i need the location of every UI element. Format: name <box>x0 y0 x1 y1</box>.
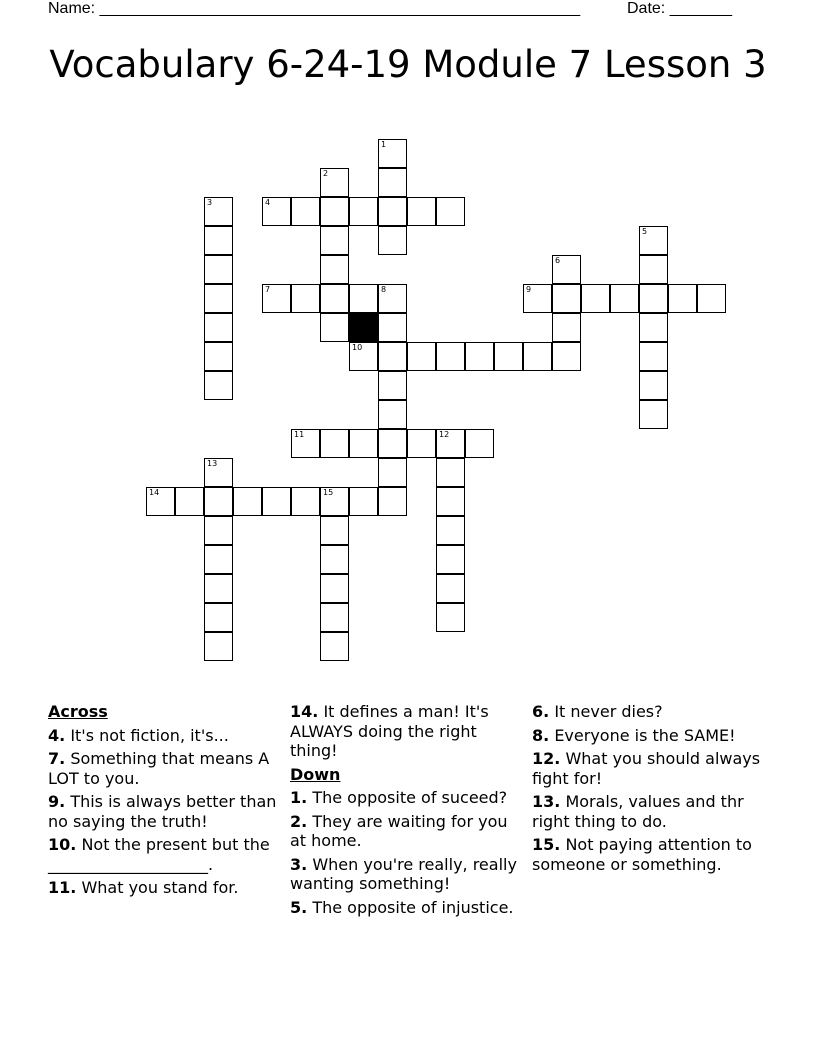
crossword-cell[interactable] <box>204 284 233 313</box>
crossword-cell[interactable] <box>378 342 407 371</box>
clue-number: 3. <box>290 854 308 874</box>
crossword-cell[interactable] <box>262 487 291 516</box>
crossword-cell[interactable] <box>204 342 233 371</box>
crossword-cell[interactable] <box>320 313 349 342</box>
crossword-block <box>349 313 378 342</box>
clue-down-15 <box>532 835 772 874</box>
crossword-cell[interactable] <box>378 284 407 313</box>
clue-text: What you should always fight for! <box>532 749 761 788</box>
clue-number: 12. <box>532 749 561 768</box>
clues-column-1 <box>48 702 278 902</box>
crossword-cell[interactable] <box>320 603 349 632</box>
crossword-cell[interactable] <box>639 313 668 342</box>
clue-across-9 <box>48 792 278 831</box>
clue-text: Something that means A LOT to you. <box>48 749 270 788</box>
crossword-cell[interactable] <box>204 574 233 603</box>
crossword-cell[interactable] <box>378 197 407 226</box>
clue-text: Not paying attention to someone or something. <box>532 835 752 874</box>
crossword-cell[interactable] <box>552 255 581 284</box>
crossword-cell[interactable] <box>407 342 436 371</box>
clue-text: The opposite of suceed? <box>312 788 508 807</box>
crossword-cell[interactable] <box>204 458 233 487</box>
crossword-cell[interactable] <box>291 197 320 226</box>
crossword-cell[interactable] <box>204 226 233 255</box>
clue-down-6 <box>532 702 772 722</box>
crossword-cell[interactable] <box>407 429 436 458</box>
crossword-cell[interactable] <box>320 168 349 197</box>
crossword-cell[interactable] <box>204 371 233 400</box>
crossword-cell[interactable] <box>378 429 407 458</box>
crossword-cell[interactable] <box>320 545 349 574</box>
crossword-cell[interactable] <box>639 284 668 313</box>
crossword-cell[interactable] <box>639 255 668 284</box>
crossword-cell[interactable] <box>378 139 407 168</box>
crossword-cell[interactable] <box>639 400 668 429</box>
clue-number: 13. <box>532 792 561 811</box>
crossword-cell[interactable] <box>465 342 494 371</box>
clue-across-7 <box>48 749 278 788</box>
crossword-cell[interactable] <box>378 226 407 255</box>
crossword-cell[interactable] <box>436 487 465 516</box>
crossword-cell[interactable] <box>378 487 407 516</box>
crossword-cell[interactable] <box>320 226 349 255</box>
crossword-cell[interactable] <box>204 255 233 284</box>
crossword-cell[interactable] <box>204 197 233 226</box>
crossword-cell[interactable] <box>436 574 465 603</box>
crossword-cell[interactable] <box>204 487 233 516</box>
date-field-label: Date: _______ <box>627 0 732 17</box>
clue-down-2 <box>290 812 526 851</box>
clue-text: Not the present but the ____________________. <box>48 835 270 874</box>
crossword-cell[interactable] <box>175 487 204 516</box>
crossword-cell[interactable] <box>378 458 407 487</box>
clue-number: 5. <box>290 897 308 917</box>
crossword-cell[interactable] <box>378 168 407 197</box>
crossword-cell[interactable] <box>262 284 291 313</box>
name-field-label: Name: ______________________________________________________ <box>48 0 581 17</box>
crossword-cell[interactable] <box>639 226 668 255</box>
crossword-cell[interactable] <box>436 342 465 371</box>
crossword-cell[interactable] <box>146 487 175 516</box>
clue-number: 8. <box>532 725 550 745</box>
clue-number: 15. <box>532 835 561 854</box>
clue-down-3 <box>290 855 526 894</box>
crossword-cell[interactable] <box>291 487 320 516</box>
crossword-cell[interactable] <box>262 197 291 226</box>
clue-text: The opposite of injustice. <box>312 897 514 917</box>
crossword-cell[interactable] <box>436 429 465 458</box>
crossword-cell[interactable] <box>523 284 552 313</box>
crossword-cell[interactable] <box>320 487 349 516</box>
crossword-cell[interactable] <box>552 342 581 371</box>
cell-number: 6 <box>555 256 561 265</box>
crossword-cell[interactable] <box>465 429 494 458</box>
clues-column-3 <box>532 702 772 878</box>
clues-column-2 <box>290 702 526 921</box>
cell-number: 3 <box>207 198 213 207</box>
cell-number: 12 <box>439 430 450 439</box>
page-title: Vocabulary 6-24-19 Module 7 Lesson 3 <box>49 43 767 86</box>
crossword-cell[interactable] <box>407 197 436 226</box>
crossword-cell[interactable] <box>436 545 465 574</box>
crossword-cell[interactable] <box>320 574 349 603</box>
cell-number: 5 <box>642 227 648 236</box>
cell-number: 4 <box>265 198 271 207</box>
crossword-cell[interactable] <box>436 458 465 487</box>
crossword-cell[interactable] <box>581 284 610 313</box>
crossword-cell[interactable] <box>320 197 349 226</box>
crossword-cell[interactable] <box>436 516 465 545</box>
clue-number: 1. <box>290 788 308 807</box>
clue-down-1 <box>290 788 526 808</box>
crossword-cell[interactable] <box>320 632 349 661</box>
crossword-cell[interactable] <box>233 487 262 516</box>
crossword-cell[interactable] <box>291 429 320 458</box>
clue-text: What you stand for. <box>81 878 239 897</box>
clue-down-5 <box>290 898 526 918</box>
crossword-cell[interactable] <box>320 429 349 458</box>
crossword-cell[interactable] <box>349 342 378 371</box>
clue-text: Morals, values and thr right thing to do. <box>532 792 744 831</box>
clue-down-13 <box>532 792 772 831</box>
clue-number: 6. <box>532 702 550 721</box>
crossword-cell[interactable] <box>639 342 668 371</box>
crossword-cell[interactable] <box>320 516 349 545</box>
crossword-cell[interactable] <box>639 371 668 400</box>
crossword-cell[interactable] <box>552 284 581 313</box>
cell-number: 7 <box>265 285 271 294</box>
cell-number: 15 <box>323 488 334 497</box>
clue-down-8 <box>532 726 772 746</box>
crossword-cell[interactable] <box>697 284 726 313</box>
clue-number: 9. <box>48 792 66 811</box>
clue-number: 10. <box>48 835 77 854</box>
cell-number: 13 <box>207 459 218 468</box>
cell-number: 11 <box>294 430 305 439</box>
crossword-cell[interactable] <box>378 371 407 400</box>
crossword-cell[interactable] <box>436 197 465 226</box>
cell-number: 2 <box>323 169 329 178</box>
crossword-cell[interactable] <box>291 284 320 313</box>
cell-number: 10 <box>352 343 363 352</box>
crossword-cell[interactable] <box>610 284 639 313</box>
crossword-cell[interactable] <box>349 284 378 313</box>
crossword-cell[interactable] <box>378 400 407 429</box>
cell-number: 1 <box>381 140 387 149</box>
cell-number: 14 <box>149 488 160 497</box>
crossword-cell[interactable] <box>349 487 378 516</box>
clue-text: This is always better than no saying the truth! <box>48 792 277 831</box>
clue-across-14 <box>290 702 526 761</box>
across-heading: Across <box>48 702 108 721</box>
crossword-cell[interactable] <box>320 255 349 284</box>
crossword-cell[interactable] <box>436 603 465 632</box>
clue-text: It's not fiction, it's... <box>70 725 229 745</box>
clue-number: 14. <box>290 702 319 721</box>
crossword-cell[interactable] <box>668 284 697 313</box>
crossword-cell[interactable] <box>204 545 233 574</box>
down-heading: Down <box>290 764 341 784</box>
crossword-cell[interactable] <box>523 342 552 371</box>
crossword-cell[interactable] <box>320 284 349 313</box>
clue-across-10 <box>48 835 278 874</box>
clue-text: Everyone is the SAME! <box>554 725 736 745</box>
crossword-cell[interactable] <box>204 632 233 661</box>
crossword-cell[interactable] <box>378 313 407 342</box>
clue-down-12 <box>532 749 772 788</box>
clue-text: It never dies? <box>554 702 663 721</box>
clue-text: When you're really, really wanting something! <box>290 854 517 893</box>
clue-across-4 <box>48 726 278 746</box>
crossword-cell[interactable] <box>349 429 378 458</box>
crossword-cell[interactable] <box>204 603 233 632</box>
clue-across-11 <box>48 878 278 898</box>
clue-text: They are waiting for you at home. <box>290 811 508 850</box>
clue-number: 7. <box>48 749 66 768</box>
crossword-cell[interactable] <box>552 313 581 342</box>
clue-number: 11. <box>48 878 77 897</box>
crossword-cell[interactable] <box>349 197 378 226</box>
clue-text: It defines a man! It's ALWAYS doing the right thing! <box>290 702 489 760</box>
crossword-cell[interactable] <box>204 516 233 545</box>
clue-number: 2. <box>290 811 308 831</box>
cell-number: 8 <box>381 285 387 294</box>
crossword-cell[interactable] <box>204 313 233 342</box>
clue-number: 4. <box>48 725 66 745</box>
crossword-cell[interactable] <box>494 342 523 371</box>
cell-number: 9 <box>526 285 532 294</box>
